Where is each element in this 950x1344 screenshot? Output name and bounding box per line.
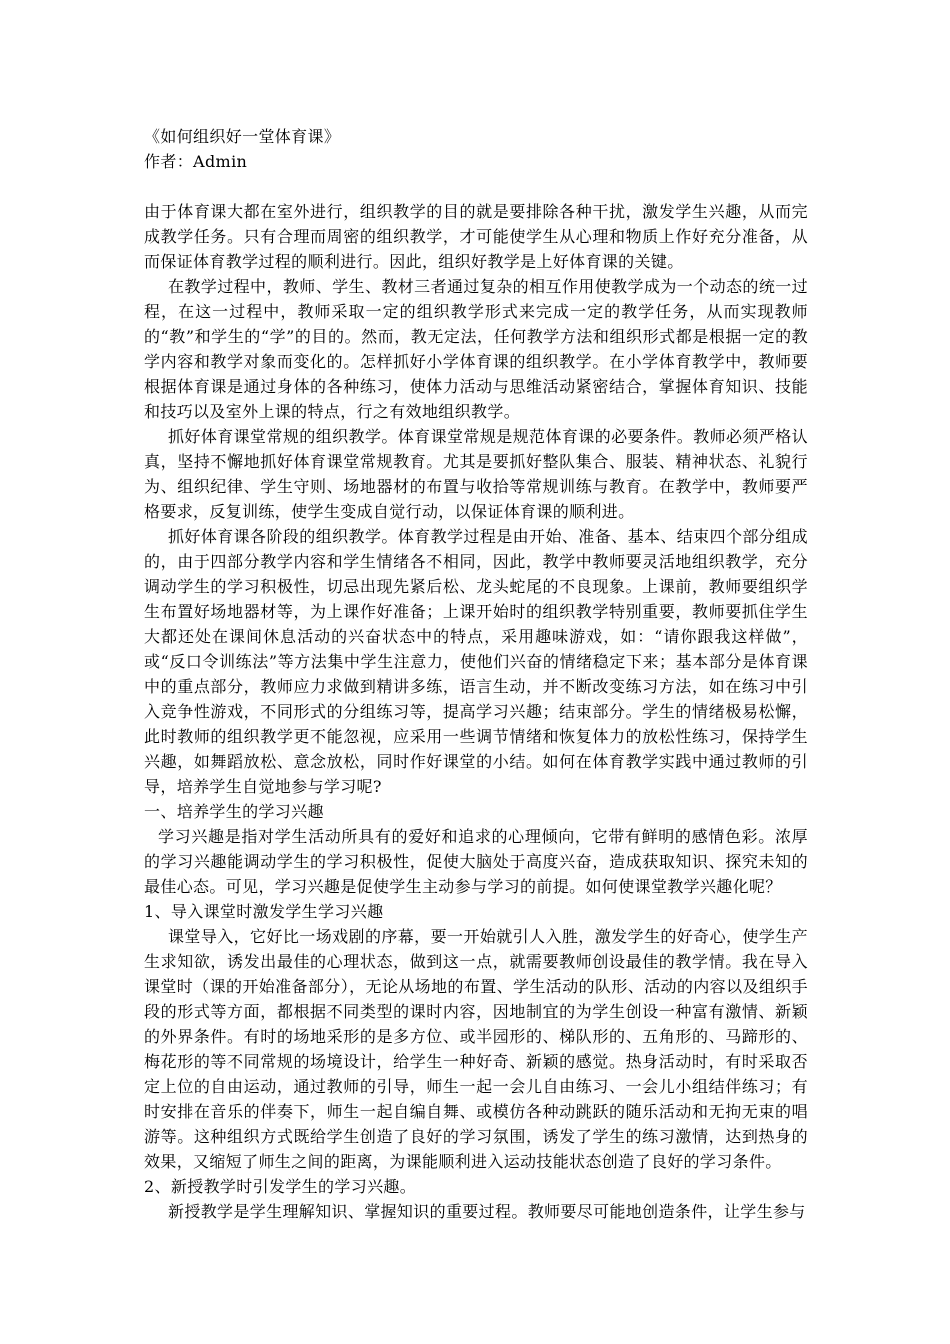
- document-author: 作者：Admin: [144, 152, 248, 171]
- paragraph-classroom-routine: 抓好体育课堂常规的组织教学。体育课堂常规是规范体育课的必要条件。教师必须严格认真，坚持不懈地抓好体育课堂常规教育。尤其是要抓好整队集合、服装、精神状态、礼貌行为、组织纪律、学生守则、场地器材的布置与收拾等常规训练与教育。在教学中，教师要严格要求，反复训练，使学生变成自觉行动，以保证体育课的顺利进。: [144, 427, 808, 521]
- blank-line: [144, 174, 808, 199]
- document-page: [144, 124, 808, 1224]
- paragraph-new-teaching: 新授教学是学生理解知识、掌握知识的重要过程。教师要尽可能地创造条件，让学生参与: [168, 1202, 806, 1221]
- section-heading-1: 一、培养学生的学习兴趣: [144, 802, 324, 821]
- paragraph-intro: 由于体育课大都在室外进行，组织教学的目的就是要排除各种干扰，激发学生兴趣，从而完成教学任务。只有合理而周密的组织教学，才可能使学生从心理和物质上作好充分准备，从而保证体育教学过程的顺利进行。因此，组织好教学是上好体育课的关键。: [144, 202, 808, 271]
- paragraph-lesson-intro: 课堂导入，它好比一场戏剧的序幕，要一开始就引人入胜，激发学生的好奇心，使学生产生求知欲，诱发出最佳的心理状态，做到这一点，就需要教师创设最佳的教学情。我在导入课堂时（课的开始准备部分），无论从场地的布置、学生活动的队形、活动的内容以及组织手段的形式等方面，都根据不同类型的课时内容，因地制宜的为学生创设一种富有激情、新颖的外界条件。有时的场地采形的是多方位、或半园形的、梯队形的、五角形的、马蹄形的、梅花形的等不同常规的场境设计，给学生一种好奇、新颖的感觉。热身活动时，有时采取否定上位的自由运动，通过教师的引导，师生一起一会儿自由练习、一会儿小组结伴练习；有时安排在音乐的伴奏下，师生一起自编自舞、或模仿各种动跳跃的随乐活动和无拘无束的唱游等。这种组织方式既给学生创造了良好的学习氛围，诱发了学生的练习激情，达到热身的效果，又缩短了师生之间的距离，为课能顺利进入运动技能状态创造了良好的学习条件。: [144, 927, 808, 1171]
- paragraph-class-stages: 抓好体育课各阶段的组织教学。体育教学过程是由开始、准备、基本、结束四个部分组成的，由于四部分教学内容和学生情绪各不相同，因此，教学中教师要灵活地组织教学，充分调动学生的学习积极性，切忌出现先紧后松、龙头蛇尾的不良现象。上课前，教师要组织学生布置好场地器材等，为上课作好准备；上课开始时的组织教学特别重要，教师要抓住学生大都还处在课间休息活动的兴奋状态中的特点，采用趣味游戏，如：“请你跟我这样做”，或“反口令训练法”等方法集中学生注意力，使他们兴奋的情绪稳定下来；基本部分是体育课中的重点部分，教师应力求做到精讲多练，语言生动，并不断改变练习方法，如在练习中引入竞争性游戏，不同形式的分组练习等，提高学习兴趣；结束部分。学生的情绪极易松懈，此时教师的组织教学更不能忽视，应采用一些调节情绪和恢复体力的放松性练习，保持学生兴趣，如舞蹈放松、意念放松，同时作好课堂的小结。如何在体育教学实践中通过教师的引导，培养学生自觉地参与学习呢?: [144, 527, 808, 796]
- subheading-1: 1、导入课堂时激发学生学习兴趣: [144, 902, 384, 921]
- document-title: 《如何组织好一堂体育课》: [144, 127, 341, 146]
- paragraph-learning-interest: 学习兴趣是指对学生活动所具有的爱好和追求的心理倾向，它带有鲜明的感情色彩。浓厚的学习兴趣能调动学生的学习积极性，促使大脑处于高度兴奋，造成获取知识、探究未知的最佳心态。可见，学习兴趣是促使学生主动参与学习的前提。如何使课堂教学兴趣化呢？: [144, 827, 808, 896]
- paragraph-teaching-process: 在教学过程中，教师、学生、教材三者通过复杂的相互作用使教学成为一个动态的统一过程，在这一过程中，教师采取一定的组织教学形式来完成一定的教学任务，从而实现教师的“教”和学生的“学”的目的。然而，教无定法，任何教学方法和组织形式都是根据一定的教学内容和教学对象而变化的。怎样抓好小学体育课的组织教学。在小学体育教学中，教师要根据体育课是通过身体的各种练习，使体力活动与思维活动紧密结合，掌握体育知识、技能和技巧以及室外上课的特点，行之有效地组织教学。: [144, 277, 808, 421]
- subheading-2: 2、新授教学时引发学生的学习兴趣。: [144, 1177, 417, 1196]
